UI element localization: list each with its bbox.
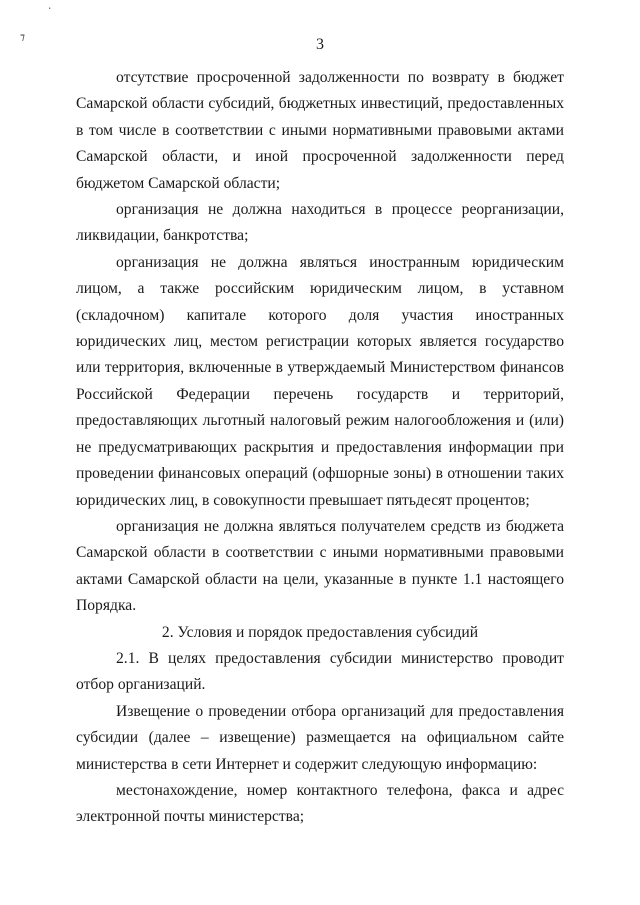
document-body bbox=[76, 65, 564, 831]
paragraph-not-foreign-entity: организация не должна являться иностранным юридическим лицом, а также российским юридическим лицом, в уставном (складочном) капитале которого доля участия иностранных юридических лиц, местом регистрации которых является государство или территория, включенные в утверждаемый Министерством финансов Российской Федерации перечень государств и территорий, предоставляющих льготный налоговый режим налогообложения и (или) не предусматривающих раскрытия и предоставления информации при проведении финансовых операций (офшорные зоны) в отношении таких юридических лиц, в совокупности превышает пятьдесят процентов; bbox=[76, 253, 564, 509]
paragraph-contact-info: местонахождение, номер контактного телефона, факса и адрес электронной почты министерства; bbox=[76, 781, 564, 826]
scan-artifact-top: ٠ bbox=[47, 3, 53, 14]
paragraph-clause-2-1: 2.1. В целях предоставления субсидии министерство проводит отбор организаций. bbox=[76, 649, 564, 694]
paragraph-not-funds-recipient: организация не должна являться получателем средств из бюджета Самарской области в соответствии с иными нормативными правовыми актами Самарской области на цели, указанные в пункте 1.1 настоящего Порядка. bbox=[76, 517, 564, 615]
paragraph-notice: Извещение о проведении отбора организаций для предоставления субсидии (далее – извещение) размещается на официальном сайте министерства в сети Интернет и содержит следующую информацию: bbox=[76, 702, 564, 773]
section-heading: 2. Условия и порядок предоставления субсидий bbox=[161, 623, 479, 641]
paragraph-no-debt: отсутствие просроченной задолженности по возврату в бюджет Самарской области субсидий, бюджетных инвестиций, предоставленных в том числе в соответствии с иными нормативными правовыми актами Самарской области, и иной просроченной задолженности перед бюджетом Самарской области; bbox=[76, 69, 564, 192]
paragraph-no-reorganization: организация не должна находиться в процессе реорганизации, ликвидации, банкротства; bbox=[76, 201, 564, 245]
scan-artifact-side: ⁊ bbox=[20, 32, 25, 43]
page-number: 3 bbox=[316, 36, 324, 53]
